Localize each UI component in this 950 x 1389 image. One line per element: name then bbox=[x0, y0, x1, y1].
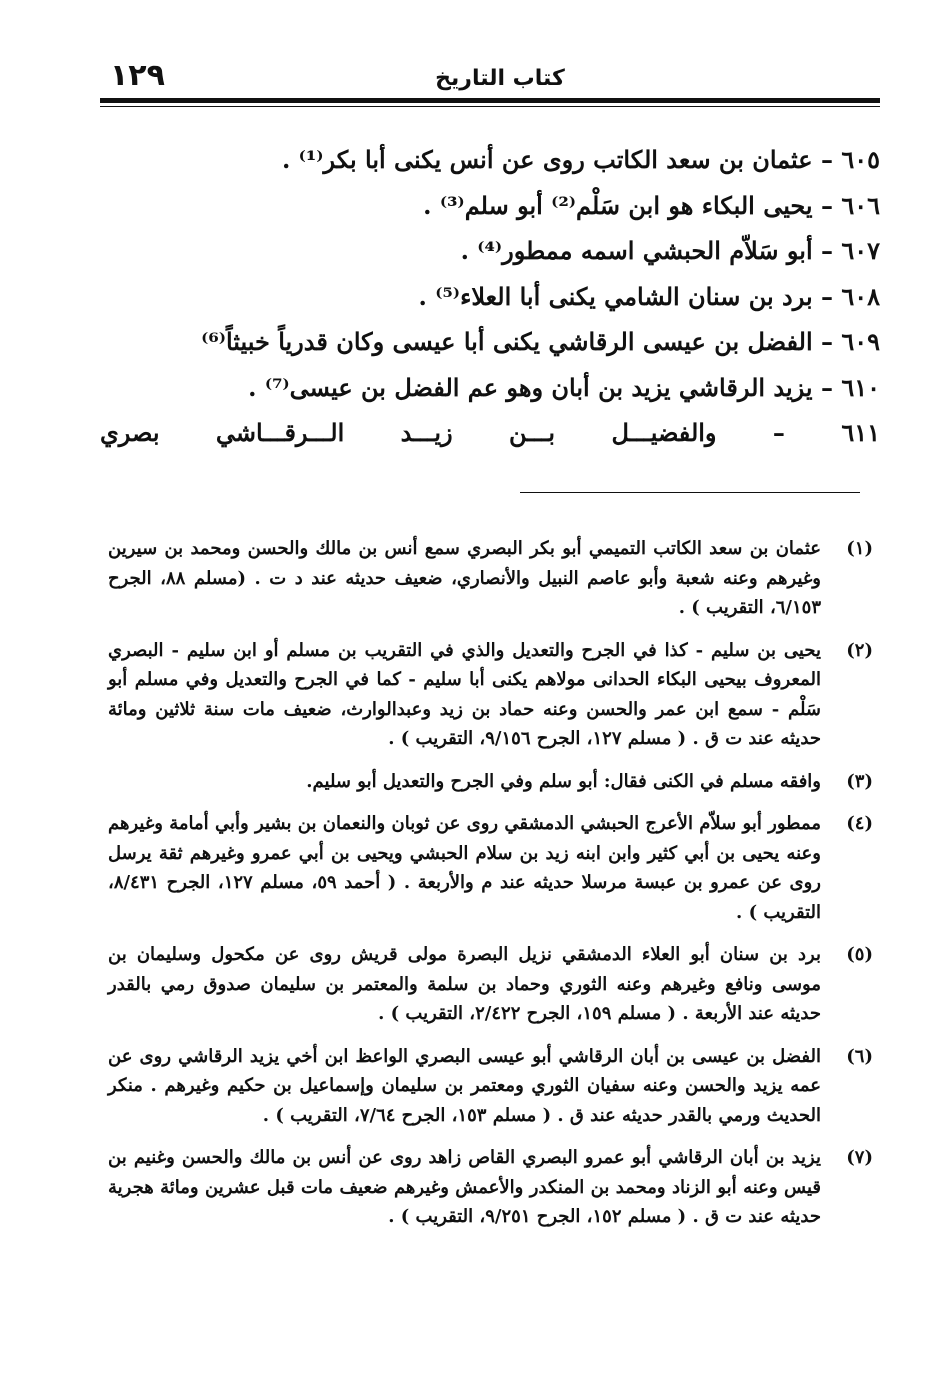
footnote-number: (٥) bbox=[846, 944, 873, 965]
footnote-text: الفضل بن عيسى بن أبان الرقاشي أبو عيسى البصري الواعظ ابن أخي يزيد الرقاشي روى عن عمه يزيد والحسن وعنه سفيان الثوري ومعتمر بن سليمان وإسماعيل بن حكيم وغيرهم . منكر الحديث ورمي بالقدر حديثه عند ق . ( مسلم ١٥٣، الجرح ٧/٦٤، التقريب ) . bbox=[108, 1045, 821, 1126]
entry-608: ٦٠٨ – برد بن سنان الشامي يكنى أبا العلاء⁽⁵⁾ . bbox=[418, 281, 880, 311]
footnotes bbox=[108, 534, 873, 1245]
entry-609: ٦٠٩ – الفضل بن عيسى الرقاشي يكنى أبا عيسى وكان قدرياً خبيثاً⁽⁶⁾ bbox=[201, 327, 880, 356]
footnote-text: يزيد بن أبان الرقاشي أبو عمرو البصري القاص زاهد روى عن أنس بن مالك والحسن وغنيم بن قيس وعنه أبو الزناد ومحمد بن المنكدر والأعمش وغيرهم ضعيف مات قبل عشرين ومائة هجرية حديثه عند ت ق . ( مسلم ١٥٢، الجرح ٩/٢٥١، التقريب ) . bbox=[108, 1147, 821, 1227]
footnote-6 bbox=[108, 1042, 873, 1131]
footnote-1 bbox=[108, 534, 873, 623]
footnote-text: وافقه مسلم في الكنى فقال: أبو سلم وفي الجرح والتعديل أبو سليم. bbox=[306, 770, 821, 792]
running-title: كتاب التاريخ bbox=[435, 66, 565, 91]
header-rule bbox=[100, 98, 880, 103]
footnote-number: (٧) bbox=[846, 1147, 873, 1168]
footnote-number: (١) bbox=[846, 538, 873, 559]
footnote-2 bbox=[108, 636, 873, 754]
entry-606: ٦٠٦ – يحيى البكاء هو ابن سَلْم⁽²⁾ أبو سلم⁽³⁾ . bbox=[423, 190, 880, 220]
footnote-text: عثمان بن سعد الكاتب التميمي أبو بكر البصري سمع أنس بن مالك والحسن ومحمد بن سيرين وغيرهم وعنه شعبة وأبو عاصم النبيل والأنصاري، ضعيف حديثه عند د ت . (مسلم ٨٨، الجرح ٦/١٥٣، التقريب ) . bbox=[108, 538, 822, 618]
footnote-number: (٤) bbox=[846, 813, 873, 834]
page-number: ١٢٩ bbox=[110, 58, 165, 93]
entry-607: ٦٠٧ – أبو سَلاّم الحبشي اسمه ممطور⁽⁴⁾ . bbox=[460, 236, 880, 265]
entry-605: ٦٠٥ – عثمان بن سعد الكاتب روى عن أنس يكنى أبا بكر⁽¹⁾ . bbox=[281, 145, 880, 174]
footnote-3 bbox=[108, 767, 873, 797]
footnote-7 bbox=[108, 1143, 873, 1232]
footnote-number: (٦) bbox=[846, 1045, 873, 1067]
footnote-number: (٣) bbox=[846, 770, 873, 792]
footnote-text: برد بن سنان أبو العلاء الدمشقي نزيل البصرة مولى قريش روى عن مكحول وسليمان بن موسى ونافع وغيرهم وعنه الثوري وحماد بن سلمة والمعتمر بن سليمان صدوق رمي بالقدر حديثه عند الأربعة . ( مسلم ١٥٩، الجرح ٢/٤٢٢، التقريب ) . bbox=[108, 944, 821, 1024]
entry-list bbox=[100, 137, 880, 456]
header-rule-thin bbox=[100, 106, 880, 107]
entry-611: ٦١١ – والفضيـــل بـــن زيـــد الـــرقـــاشي بصري bbox=[100, 418, 880, 447]
footnote-4 bbox=[108, 809, 873, 927]
footnote-text: يحيى بن سليم - كذا في الجرح والتعديل والذي في التقريب بن مسلم أو ابن سليم - البصري المعروف بيحيى البكاء الحدانى مولاهم يكنى أبا سليم - كما في الجرح والتعديل وفي مسلم أبو سَلْم - سمع ابن عمر والحسن وعنه حماد بن زيد وعبدالوارث، ضعيف مات سنة ثلاثين ومائة حديثه عند ت ق . ( مسلم ١٢٧، الجرح ٩/١٥٦، التقريب ) . bbox=[108, 639, 821, 749]
footnote-separator bbox=[520, 492, 860, 493]
footnote-5 bbox=[108, 940, 873, 1029]
footnote-number: (٢) bbox=[846, 639, 873, 661]
footnote-text: ممطور أبو سلاّم الأعرج الحبشي الدمشقي روى عن ثوبان والنعمان بن بشير وأبي أمامة وغيرهم وعنه يحيى بن أبي كثير وابن ابنه زيد بن سلام الحبشي ويحيى بن أبي عمرو وغيرهم ثقة يرسل روى عن عمرو بن عبسة مرسلا حديثه عند م والأربعة . ( أحمد ٥٩، مسلم ١٢٧، الجرح ٨/٤٣١، التقريب ) . bbox=[108, 813, 822, 923]
entry-610: ٦١٠ – يزيد الرقاشي يزيد بن أبان وهو عم الفضل بن عيسى⁽⁷⁾ . bbox=[248, 372, 880, 402]
